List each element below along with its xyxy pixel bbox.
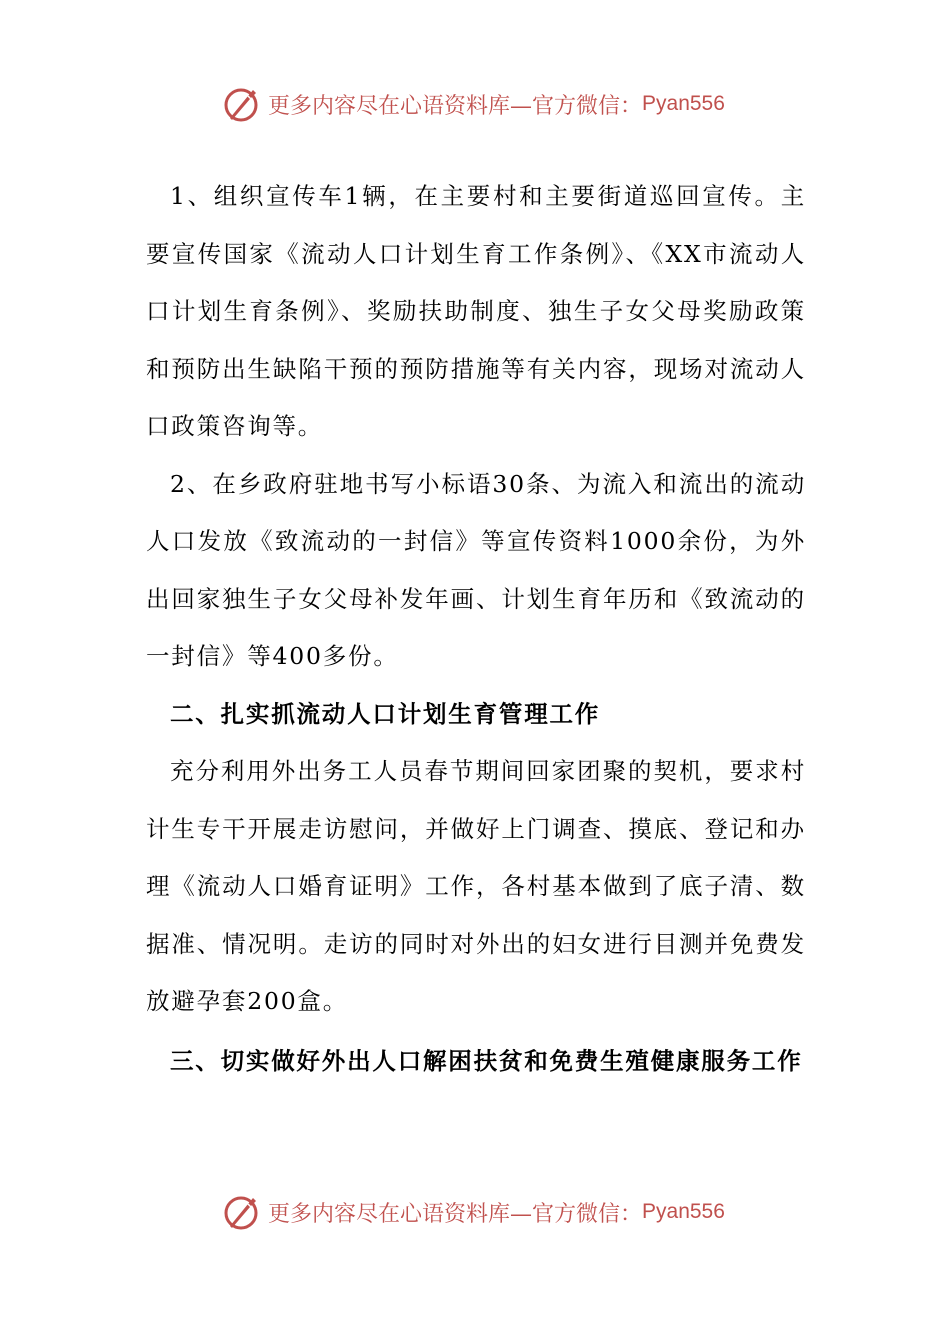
- banner-text: 更多内容尽在心语资料库—官方微信：: [268, 1201, 643, 1227]
- banner-wechat-id: Pyan556: [642, 92, 725, 115]
- document-body: [146, 168, 806, 1090]
- paragraph-2: 2、在乡政府驻地书写小标语30条、为流入和流出的流动人口发放《致流动的一封信》等宣传资料1000余份，为外出回家独生子女父母补发年画、计划生育年历和《致流动的一封信》等400多份。: [146, 469, 806, 670]
- header-banner[interactable]: [222, 82, 725, 126]
- paragraph-3: 充分利用外出务工人员春节期间回家团聚的契机，要求村计生专干开展走访慰问，并做好上门调查、摸底、登记和办理《流动人口婚育证明》工作，各村基本做到了底子清、数据准、情况明。走访的同时对外出的妇女进行目测并免费发放避孕套200盒。: [146, 757, 806, 1015]
- footer-banner[interactable]: [222, 1190, 725, 1234]
- banner-text: 更多内容尽在心语资料库—官方微信：: [268, 93, 643, 119]
- fountain-pen-logo-icon: [222, 1192, 262, 1232]
- paragraph-1: 1、组织宣传车1辆，在主要村和主要街道巡回宣传。主要宣传国家《流动人口计划生育工作条例》、《XX市流动人口计划生育条例》、奖励扶助制度、独生子女父母奖励政策和预防出生缺陷干预的预防措施等有关内容，现场对流动人口政策咨询等。: [146, 182, 806, 440]
- section-heading-3: 三、切实做好外出人口解困扶贫和免费生殖健康服务工作: [170, 1046, 803, 1075]
- banner-wechat-id: Pyan556: [642, 1200, 725, 1223]
- fountain-pen-logo-icon: [222, 84, 262, 124]
- section-heading-2: 二、扎实抓流动人口计划生育管理工作: [170, 699, 601, 728]
